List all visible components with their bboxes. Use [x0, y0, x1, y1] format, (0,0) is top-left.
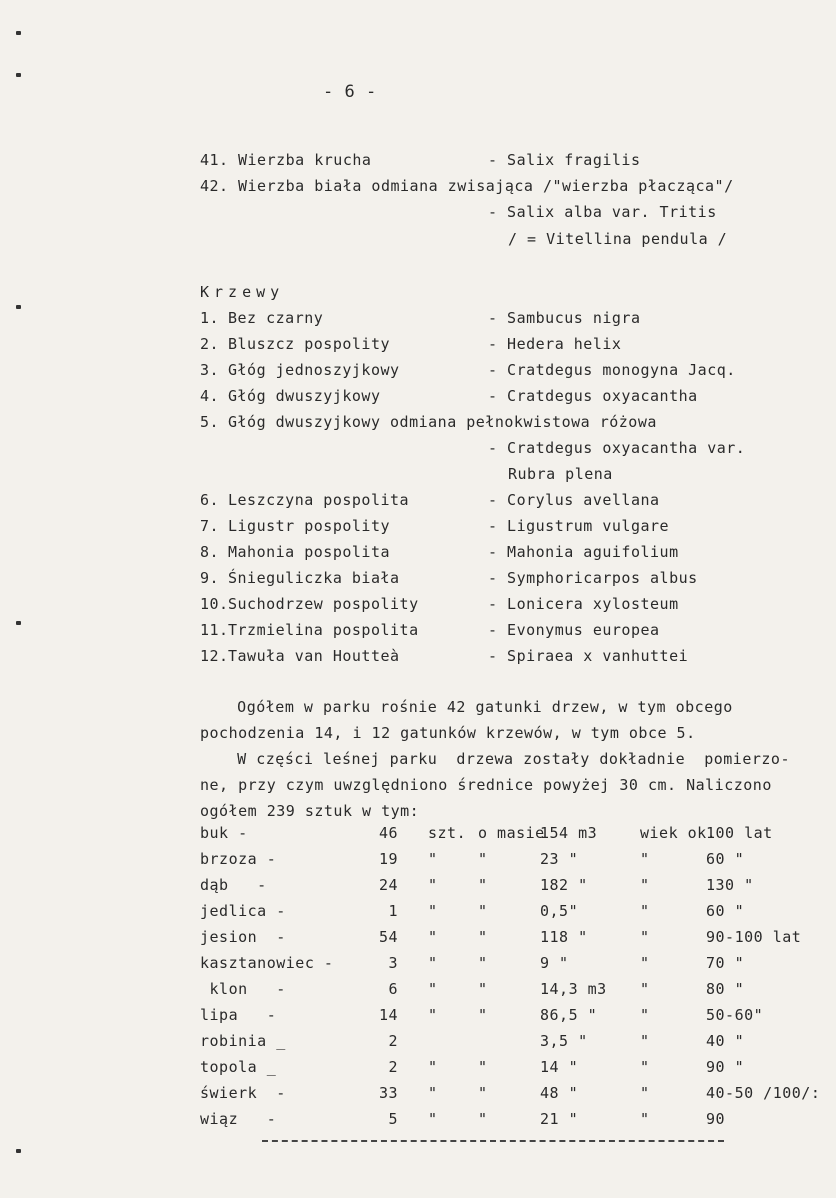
measure-mass: 23 ": [540, 850, 579, 868]
measure-mass: 14 ": [540, 1058, 579, 1076]
measure-mass-label: ": [478, 954, 488, 972]
measure-age-label: ": [640, 954, 650, 972]
measure-mass-label: ": [478, 1110, 488, 1128]
measure-unit: ": [428, 850, 438, 868]
measure-age-label: ": [640, 1006, 650, 1024]
measure-age-label: wiek ok.: [640, 824, 717, 842]
shrub-num: 1.: [200, 309, 220, 327]
paragraph-line: ogółem 239 sztuk w tym:: [200, 802, 420, 820]
measure-count: 33: [378, 1084, 398, 1102]
shrub-latin-name: - Hedera helix: [488, 335, 622, 353]
closing-divider: [262, 1140, 724, 1142]
measure-count: 24: [378, 876, 398, 894]
measure-age-label: ": [640, 980, 650, 998]
measure-mass-label: ": [478, 850, 488, 868]
measure-age: 40 ": [706, 1032, 745, 1050]
shrub-polish-name: Głóg jednoszyjkowy: [228, 361, 400, 379]
measure-age-label: ": [640, 1032, 650, 1050]
measure-unit: ": [428, 1084, 438, 1102]
scan-mark: [16, 1149, 21, 1153]
measure-mass: 118 ": [540, 928, 588, 946]
shrub-num: 3.: [200, 361, 220, 379]
tree-polish-name: Wierzba biała odmiana zwisająca /"wierzba płacząca"/: [238, 177, 734, 195]
shrub-polish-name: Głóg dwuszyjkowy: [228, 387, 381, 405]
measure-unit: ": [428, 954, 438, 972]
measure-mass-label: ": [478, 980, 488, 998]
measure-mass-label: ": [478, 876, 488, 894]
measure-species: dąb -: [200, 876, 267, 894]
scan-mark: [16, 73, 21, 77]
measure-age-label: ": [640, 1110, 650, 1128]
shrub-latin-name: - Cratdegus monogyna Jacq.: [488, 361, 736, 379]
measure-species: brzoza -: [200, 850, 277, 868]
shrub-num: 10.: [200, 595, 229, 613]
measure-species: klon -: [200, 980, 286, 998]
shrub-num: 11.: [200, 621, 229, 639]
measure-age: 50-60": [706, 1006, 764, 1024]
shrub-latin-name: - Sambucus nigra: [488, 309, 641, 327]
measure-age: 100 lat: [706, 824, 773, 842]
tree-latin-name: - Salix alba var. Tritis: [488, 203, 717, 221]
measure-unit: ": [428, 902, 438, 920]
measure-species: kasztanowiec -: [200, 954, 334, 972]
scan-mark: [16, 305, 21, 309]
measure-mass-label: ": [478, 1006, 488, 1024]
paragraph-line: Ogółem w parku rośnie 42 gatunki drzew, w tym obcego: [180, 698, 733, 716]
measure-mass: 154 m3: [540, 824, 598, 842]
scan-mark: [16, 31, 21, 35]
page-number: - 6 -: [323, 82, 377, 102]
measure-count: 14: [378, 1006, 398, 1024]
measure-unit: szt.: [428, 824, 467, 842]
measure-age-label: ": [640, 902, 650, 920]
measure-age: 90 ": [706, 1058, 745, 1076]
shrub-polish-name: Mahonia pospolita: [228, 543, 391, 561]
measure-unit: ": [428, 980, 438, 998]
measure-mass-label: ": [478, 902, 488, 920]
measure-age: 40-50 /100/:: [706, 1084, 821, 1102]
shrub-num: 4.: [200, 387, 220, 405]
measure-age: 60 ": [706, 902, 745, 920]
shrub-latin-name-cont: Rubra plena: [508, 465, 613, 483]
measure-count: 2: [388, 1032, 398, 1050]
measure-species: wiąz -: [200, 1110, 277, 1128]
shrub-latin-name: - Corylus avellana: [488, 491, 660, 509]
measure-unit: ": [428, 1110, 438, 1128]
shrub-num: 8.: [200, 543, 220, 561]
paragraph-line: W części leśnej parku drzewa zostały dokładnie pomierzo-: [180, 750, 790, 768]
measure-mass-label: ": [478, 1084, 488, 1102]
measure-mass: 86,5 ": [540, 1006, 598, 1024]
measure-species: jedlica -: [200, 902, 286, 920]
measure-age: 60 ": [706, 850, 745, 868]
shrub-latin-name: - Spiraea x vanhuttei: [488, 647, 689, 665]
measure-count: 5: [388, 1110, 398, 1128]
shrub-num: 2.: [200, 335, 220, 353]
shrub-latin-name: - Ligustrum vulgare: [488, 517, 670, 535]
scan-mark: [16, 621, 21, 625]
measure-mass-label: ": [478, 1058, 488, 1076]
shrub-polish-name: Bluszcz pospolity: [228, 335, 391, 353]
measure-age: 90-100 lat: [706, 928, 802, 946]
measure-unit: ": [428, 1058, 438, 1076]
paragraph-line: ne, przy czym uwzględniono średnice powyżej 30 cm. Naliczono: [200, 776, 772, 794]
measure-count: 54: [378, 928, 398, 946]
shrub-latin-name: - Symphoricarpos albus: [488, 569, 698, 587]
measure-age-label: ": [640, 1084, 650, 1102]
measure-species: jesion -: [200, 928, 286, 946]
measure-age-label: ": [640, 850, 650, 868]
measure-unit: ": [428, 1006, 438, 1024]
measure-species: robinia _: [200, 1032, 286, 1050]
measure-mass-label: o masie: [478, 824, 545, 842]
shrub-polish-name: Głóg dwuszyjkowy odmiana pełnokwistowa różowa: [228, 413, 657, 431]
shrub-polish-name: Bez czarny: [228, 309, 324, 327]
measure-unit: ": [428, 876, 438, 894]
shrubs-heading: Krzewy: [200, 283, 285, 301]
measure-species: buk -: [200, 824, 248, 842]
shrub-num: 7.: [200, 517, 220, 535]
shrub-num: 5.: [200, 413, 220, 431]
measure-count: 6: [388, 980, 398, 998]
measure-unit: ": [428, 928, 438, 946]
shrub-latin-name: - Cratdegus oxyacantha var.: [488, 439, 746, 457]
measure-mass: 0,5": [540, 902, 579, 920]
tree-num: 41.: [200, 151, 229, 169]
shrub-polish-name: Leszczyna pospolita: [228, 491, 410, 509]
tree-latin-name-cont: / = Vitellina pendula /: [508, 230, 728, 248]
shrub-num: 6.: [200, 491, 220, 509]
shrub-num: 12.: [200, 647, 229, 665]
shrub-latin-name: - Mahonia aguifolium: [488, 543, 679, 561]
tree-polish-name: Wierzba krucha: [238, 151, 372, 169]
shrub-polish-name: Tawuła van Houtteà: [228, 647, 400, 665]
measure-age-label: ": [640, 876, 650, 894]
shrub-latin-name: - Cratdegus oxyacantha: [488, 387, 698, 405]
shrub-polish-name: Ligustr pospolity: [228, 517, 391, 535]
measure-mass: 14,3 m3: [540, 980, 607, 998]
shrub-latin-name: - Evonymus europea: [488, 621, 660, 639]
measure-species: lipa -: [200, 1006, 277, 1024]
measure-mass: 9 ": [540, 954, 569, 972]
measure-count: 3: [388, 954, 398, 972]
measure-count: 1: [388, 902, 398, 920]
measure-mass: 48 ": [540, 1084, 579, 1102]
tree-latin-name: - Salix fragilis: [488, 151, 641, 169]
measure-age-label: ": [640, 1058, 650, 1076]
shrub-polish-name: Trzmielina pospolita: [228, 621, 419, 639]
shrub-latin-name: - Lonicera xylosteum: [488, 595, 679, 613]
measure-species: topola _: [200, 1058, 277, 1076]
measure-count: 19: [378, 850, 398, 868]
measure-mass: 21 ": [540, 1110, 579, 1128]
shrub-polish-name: Śnieguliczka biała: [228, 569, 400, 587]
measure-age: 130 ": [706, 876, 754, 894]
measure-mass: 3,5 ": [540, 1032, 588, 1050]
measure-count: 2: [388, 1058, 398, 1076]
measure-age: 70 ": [706, 954, 745, 972]
shrub-num: 9.: [200, 569, 220, 587]
measure-age-label: ": [640, 928, 650, 946]
measure-age: 80 ": [706, 980, 745, 998]
tree-num: 42.: [200, 177, 229, 195]
paragraph-line: pochodzenia 14, i 12 gatunków krzewów, w tym obce 5.: [200, 724, 696, 742]
measure-age: 90: [706, 1110, 726, 1128]
measure-count: 46: [378, 824, 398, 842]
shrub-polish-name: Suchodrzew pospolity: [228, 595, 419, 613]
measure-mass-label: ": [478, 928, 488, 946]
measure-mass: 182 ": [540, 876, 588, 894]
measure-species: świerk -: [200, 1084, 286, 1102]
